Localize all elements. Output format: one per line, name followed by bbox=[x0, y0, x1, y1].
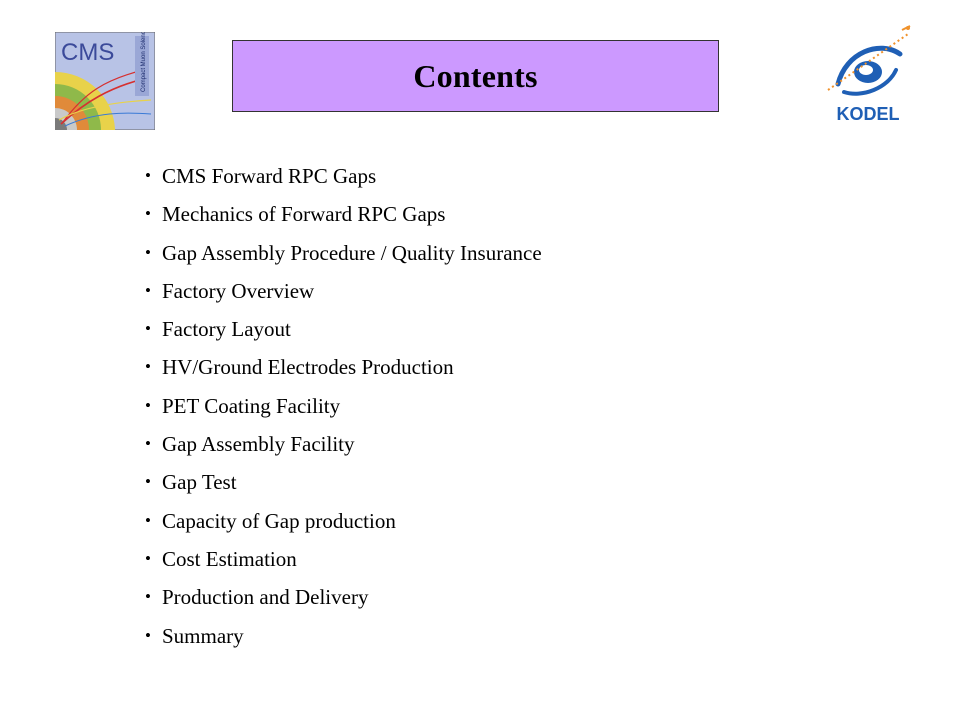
contents-item bbox=[145, 348, 542, 386]
bullet-icon: • bbox=[145, 280, 151, 300]
contents-item bbox=[145, 387, 542, 425]
bullet-icon: • bbox=[145, 395, 151, 415]
bullet-icon: • bbox=[145, 204, 151, 224]
bullet-icon: • bbox=[145, 166, 151, 185]
svg-text:Compact Muon Solenoid: Compact Muon Solenoid bbox=[141, 32, 147, 92]
bullet-icon: • bbox=[145, 548, 151, 568]
contents-item-label: Factory Overview bbox=[162, 278, 315, 303]
contents-item-label: Gap Assembly Procedure / Quality Insurance bbox=[162, 240, 542, 265]
title-box bbox=[232, 40, 719, 112]
slide-title: Contents bbox=[413, 57, 538, 94]
bullet-icon: • bbox=[145, 357, 151, 377]
cms-logo-icon bbox=[55, 32, 155, 130]
bullet-icon: • bbox=[145, 510, 151, 530]
kodel-logo-icon bbox=[818, 22, 918, 126]
contents-item-label: Summary bbox=[162, 623, 244, 648]
contents-item bbox=[145, 502, 542, 540]
bullet-icon: • bbox=[145, 242, 151, 262]
contents-item bbox=[145, 617, 542, 655]
contents-item-label: Production and Delivery bbox=[162, 585, 369, 610]
bullet-icon: • bbox=[145, 319, 151, 339]
bullet-icon: • bbox=[145, 625, 151, 645]
contents-item bbox=[145, 310, 542, 348]
bullet-icon: • bbox=[145, 472, 151, 492]
contents-item-label: Cost Estimation bbox=[162, 546, 297, 571]
contents-item-label: PET Coating Facility bbox=[162, 393, 341, 418]
contents-item-label: Gap Assembly Facility bbox=[162, 432, 355, 457]
contents-item bbox=[145, 463, 542, 501]
contents-item bbox=[145, 234, 542, 272]
contents-item bbox=[145, 540, 542, 578]
contents-item-label: HV/Ground Electrodes Production bbox=[162, 355, 454, 380]
contents-item-label: Capacity of Gap production bbox=[162, 508, 396, 533]
bullet-icon: • bbox=[145, 434, 151, 454]
contents-item bbox=[145, 578, 542, 616]
contents-item bbox=[145, 195, 542, 233]
contents-item-label: Factory Layout bbox=[162, 317, 291, 342]
contents-item bbox=[145, 425, 542, 463]
contents-item bbox=[145, 157, 542, 195]
contents-item bbox=[145, 272, 542, 310]
contents-item-label: Gap Test bbox=[162, 470, 237, 495]
bullet-icon: • bbox=[145, 587, 151, 607]
svg-text:CMS: CMS bbox=[61, 39, 115, 66]
contents-list bbox=[145, 157, 542, 655]
svg-text:KODEL: KODEL bbox=[836, 104, 900, 124]
contents-item-label: Mechanics of Forward RPC Gaps bbox=[162, 202, 446, 227]
contents-item-label: CMS Forward RPC Gaps bbox=[162, 164, 377, 188]
